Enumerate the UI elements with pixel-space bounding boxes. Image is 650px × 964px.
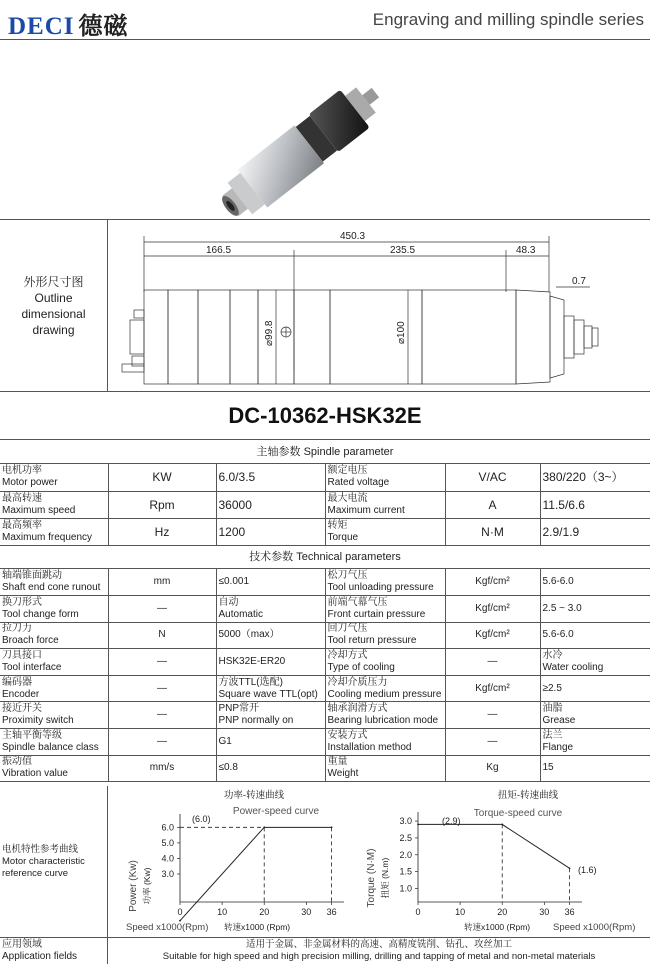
param-value: 36000 <box>216 491 325 518</box>
application-text <box>108 938 650 964</box>
power-title-en: Power-speed curve <box>232 806 320 817</box>
param-name: 最高转速 Maximum speed <box>0 491 108 518</box>
application-label-cn: 应用领域 <box>2 939 42 950</box>
param-value-2: 水冷 Water cooling <box>540 649 650 676</box>
torque-y-tick-label: 2.5 <box>399 832 412 843</box>
param-value: 5000（max） <box>216 622 325 649</box>
power-data-point <box>331 826 333 828</box>
torque-x-tick-label: 20 <box>497 907 508 917</box>
param-value: 6.0/3.5 <box>216 464 325 491</box>
outline-label-en1: Outline <box>34 291 73 305</box>
power-x-tick-label: 30 <box>301 907 312 917</box>
tech-param-row <box>0 702 650 729</box>
param-value: HSK32E-ER20 <box>216 649 325 676</box>
torque-x-tick-label: 36 <box>564 907 575 917</box>
spindle-param-table <box>0 464 650 546</box>
power-ylabel-cn: 功率 (Kw) <box>142 867 152 905</box>
power-y-tick-label: 6.0 <box>161 822 174 833</box>
power-title-cn: 功率-转速曲线 <box>223 790 285 801</box>
param-unit-2: — <box>445 649 540 676</box>
power-peak-label: (6.0) <box>192 814 211 824</box>
param-name-2: 额定电压 Rated voltage <box>325 464 445 491</box>
torque-data-point <box>417 824 419 826</box>
param-unit-2: N·M <box>445 518 540 545</box>
curve-label-en2: reference curve <box>2 868 69 879</box>
param-unit: KW <box>108 464 216 491</box>
curve-section <box>0 786 650 938</box>
param-name: 最高频率 Maximum frequency <box>0 518 108 545</box>
power-data-point <box>179 920 181 922</box>
param-name-2: 松刀气压 Tool unloading pressure <box>325 569 445 596</box>
param-unit: Rpm <box>108 491 216 518</box>
param-name-2: 冷却方式 Type of cooling <box>325 649 445 676</box>
param-name: 编码器 Encoder <box>0 675 108 702</box>
application-section <box>0 938 650 964</box>
param-unit: — <box>108 649 216 676</box>
spindle-param-row <box>0 491 650 518</box>
param-name-2: 轴承润滑方式 Bearing lubrication mode <box>325 702 445 729</box>
tech-param-row <box>0 675 650 702</box>
param-unit-2: — <box>445 702 540 729</box>
param-unit: — <box>108 702 216 729</box>
torque-y-tick-label: 1.0 <box>399 883 412 894</box>
outline-label-en2: dimensional <box>21 307 86 321</box>
param-name-2: 转矩 Torque <box>325 518 445 545</box>
param-name: 刀具接口 Tool interface <box>0 649 108 676</box>
power-y-tick-label: 3.0 <box>161 869 174 879</box>
torque-y-tick-label: 2.0 <box>399 849 412 860</box>
param-value-2: 5.6-6.0 <box>540 569 650 596</box>
param-value: ≤0.001 <box>216 569 325 596</box>
dim-total: 450.3 <box>340 231 366 242</box>
torque-xlabel-en: Speed x1000(Rpm) <box>553 922 636 933</box>
torque-data-point <box>569 867 571 869</box>
param-value-2: 5.6-6.0 <box>540 622 650 649</box>
param-name: 电机功率 Motor power <box>0 464 108 491</box>
param-unit: — <box>108 596 216 623</box>
param-value-2: 11.5/6.6 <box>540 491 650 518</box>
dim-a: 166.5 <box>206 245 232 256</box>
param-unit-2: — <box>445 729 540 756</box>
param-value: 1200 <box>216 518 325 545</box>
dim-dia-big: ⌀100 <box>396 321 407 344</box>
torque-xlabel-cn: 转速x1000 (Rpm) <box>464 922 531 932</box>
torque-end-label: (1.6) <box>578 865 597 875</box>
tech-param-title: 技术参数 Technical parameters <box>0 545 650 569</box>
torque-y-tick-label: 3.0 <box>399 816 412 827</box>
param-value: PNP常开 PNP normally on <box>216 702 325 729</box>
spindle-param-row <box>0 464 650 491</box>
model-title: DC-10362-HSK32E <box>0 392 650 440</box>
torque-title-cn: 扭矩-转速曲线 <box>497 790 559 801</box>
param-value-2: 15 <box>540 755 650 782</box>
param-unit: mm/s <box>108 755 216 782</box>
power-x-tick-label: 10 <box>217 907 228 917</box>
param-name-2: 安装方式 Installation method <box>325 729 445 756</box>
param-value: G1 <box>216 729 325 756</box>
param-value: 自动 Automatic <box>216 596 325 623</box>
param-unit: mm <box>108 569 216 596</box>
param-name-2: 重量 Weight <box>325 755 445 782</box>
tech-param-row <box>0 755 650 782</box>
series-title: Engraving and milling spindle series <box>372 10 644 29</box>
param-value-2: ≥2.5 <box>540 675 650 702</box>
tech-param-row <box>0 729 650 756</box>
application-label <box>0 938 108 964</box>
param-unit: N <box>108 622 216 649</box>
spindle-photo-illustration <box>0 40 650 220</box>
torque-start-label: (2.9) <box>442 816 461 826</box>
param-value-2: 2.9/1.9 <box>540 518 650 545</box>
param-unit-2: Kgf/cm² <box>445 596 540 623</box>
torque-ylabel-en: Torque (N·M) <box>366 848 377 908</box>
torque-x-tick-label: 30 <box>539 907 550 917</box>
brand-latin: DECI <box>8 13 75 40</box>
param-name: 轴端锥面跳动 Shaft end cone runout <box>0 569 108 596</box>
param-value-2: 2.5 ~ 3.0 <box>540 596 650 623</box>
param-unit-2: Kg <box>445 755 540 782</box>
power-ylabel-en: Power (Kw) <box>128 860 139 912</box>
power-data-point <box>263 826 265 828</box>
power-xlabel-en: Speed x1000(Rpm) <box>126 922 209 933</box>
param-name: 振动值 Vibration value <box>0 755 108 782</box>
outline-label-en3: drawing <box>32 323 75 337</box>
spindle-param-title: 主轴参数 Spindle parameter <box>0 440 650 464</box>
dim-d: 0.7 <box>572 276 586 287</box>
outline-label <box>0 220 108 392</box>
spindle-param-row <box>0 518 650 545</box>
dim-b: 235.5 <box>390 245 416 256</box>
application-text-cn: 适用于金属、非金属材料的高速、高精度铣削、钻孔、攻丝加工 <box>245 939 512 950</box>
param-name-2: 冷却介质压力 Cooling medium pressure <box>325 675 445 702</box>
param-name-2: 最大电流 Maximum current <box>325 491 445 518</box>
torque-title-en: Torque-speed curve <box>473 808 563 819</box>
param-unit-2: Kgf/cm² <box>445 622 540 649</box>
tech-param-table <box>0 569 650 782</box>
curve-label-en1: Motor characteristic <box>2 856 85 867</box>
param-value-2: 380/220（3~） <box>540 464 650 491</box>
dim-c: 48.3 <box>516 245 536 256</box>
tech-param-row <box>0 622 650 649</box>
dim-dia-small: ⌀99.8 <box>264 320 275 346</box>
param-name: 主轴平衡等级 Spindle balance class <box>0 729 108 756</box>
param-unit: Hz <box>108 518 216 545</box>
tech-param-row <box>0 596 650 623</box>
application-text-en: Suitable for high speed and high precision milling, drilling and tapping of metal and non-metal materials <box>162 951 596 962</box>
param-unit-2: Kgf/cm² <box>445 569 540 596</box>
power-x-tick-label: 36 <box>326 907 337 917</box>
outline-section <box>0 220 650 392</box>
power-y-tick-label: 4.0 <box>161 853 174 864</box>
product-photo <box>0 40 650 220</box>
brand-logo <box>8 6 129 41</box>
torque-data-point <box>501 824 503 826</box>
page-header <box>0 0 650 40</box>
torque-y-tick-label: 1.5 <box>399 866 412 877</box>
torque-series-line <box>418 824 570 868</box>
param-unit-2: Kgf/cm² <box>445 675 540 702</box>
param-value-2: 油脂 Grease <box>540 702 650 729</box>
param-value: 方波TTL(选配) Square wave TTL(opt) <box>216 675 325 702</box>
tech-param-row <box>0 649 650 676</box>
power-y-tick-label: 5.0 <box>161 837 174 848</box>
power-xlabel-cn: 转速x1000 (Rpm) <box>224 922 291 932</box>
application-label-en: Application fields <box>2 951 78 962</box>
brand-cn: 德磁 <box>78 14 129 40</box>
param-name-2: 前端气幕气压 Front curtain pressure <box>325 596 445 623</box>
param-value: ≤0.8 <box>216 755 325 782</box>
param-unit-2: V/AC <box>445 464 540 491</box>
torque-x-tick-label: 10 <box>455 907 466 917</box>
param-unit-2: A <box>445 491 540 518</box>
power-x-tick-label: 0 <box>177 907 183 917</box>
curves-chart <box>108 786 650 938</box>
param-name: 换刀形式 Tool change form <box>0 596 108 623</box>
curve-label-cn: 电机特性参考曲线 <box>2 844 79 855</box>
param-unit: — <box>108 675 216 702</box>
power-x-tick-label: 20 <box>259 907 270 917</box>
torque-x-tick-label: 0 <box>415 907 421 917</box>
outline-drawing <box>108 220 650 392</box>
param-unit: — <box>108 729 216 756</box>
tech-param-row <box>0 569 650 596</box>
param-name: 接近开关 Proximity switch <box>0 702 108 729</box>
outline-label-cn: 外形尺寸图 <box>23 275 84 289</box>
param-name-2: 回刀气压 Tool return pressure <box>325 622 445 649</box>
torque-ylabel-cn: 扭矩 (N.m) <box>380 857 390 899</box>
curve-label <box>0 786 108 938</box>
param-name: 拉刀力 Broach force <box>0 622 108 649</box>
param-value-2: 法兰 Flange <box>540 729 650 756</box>
